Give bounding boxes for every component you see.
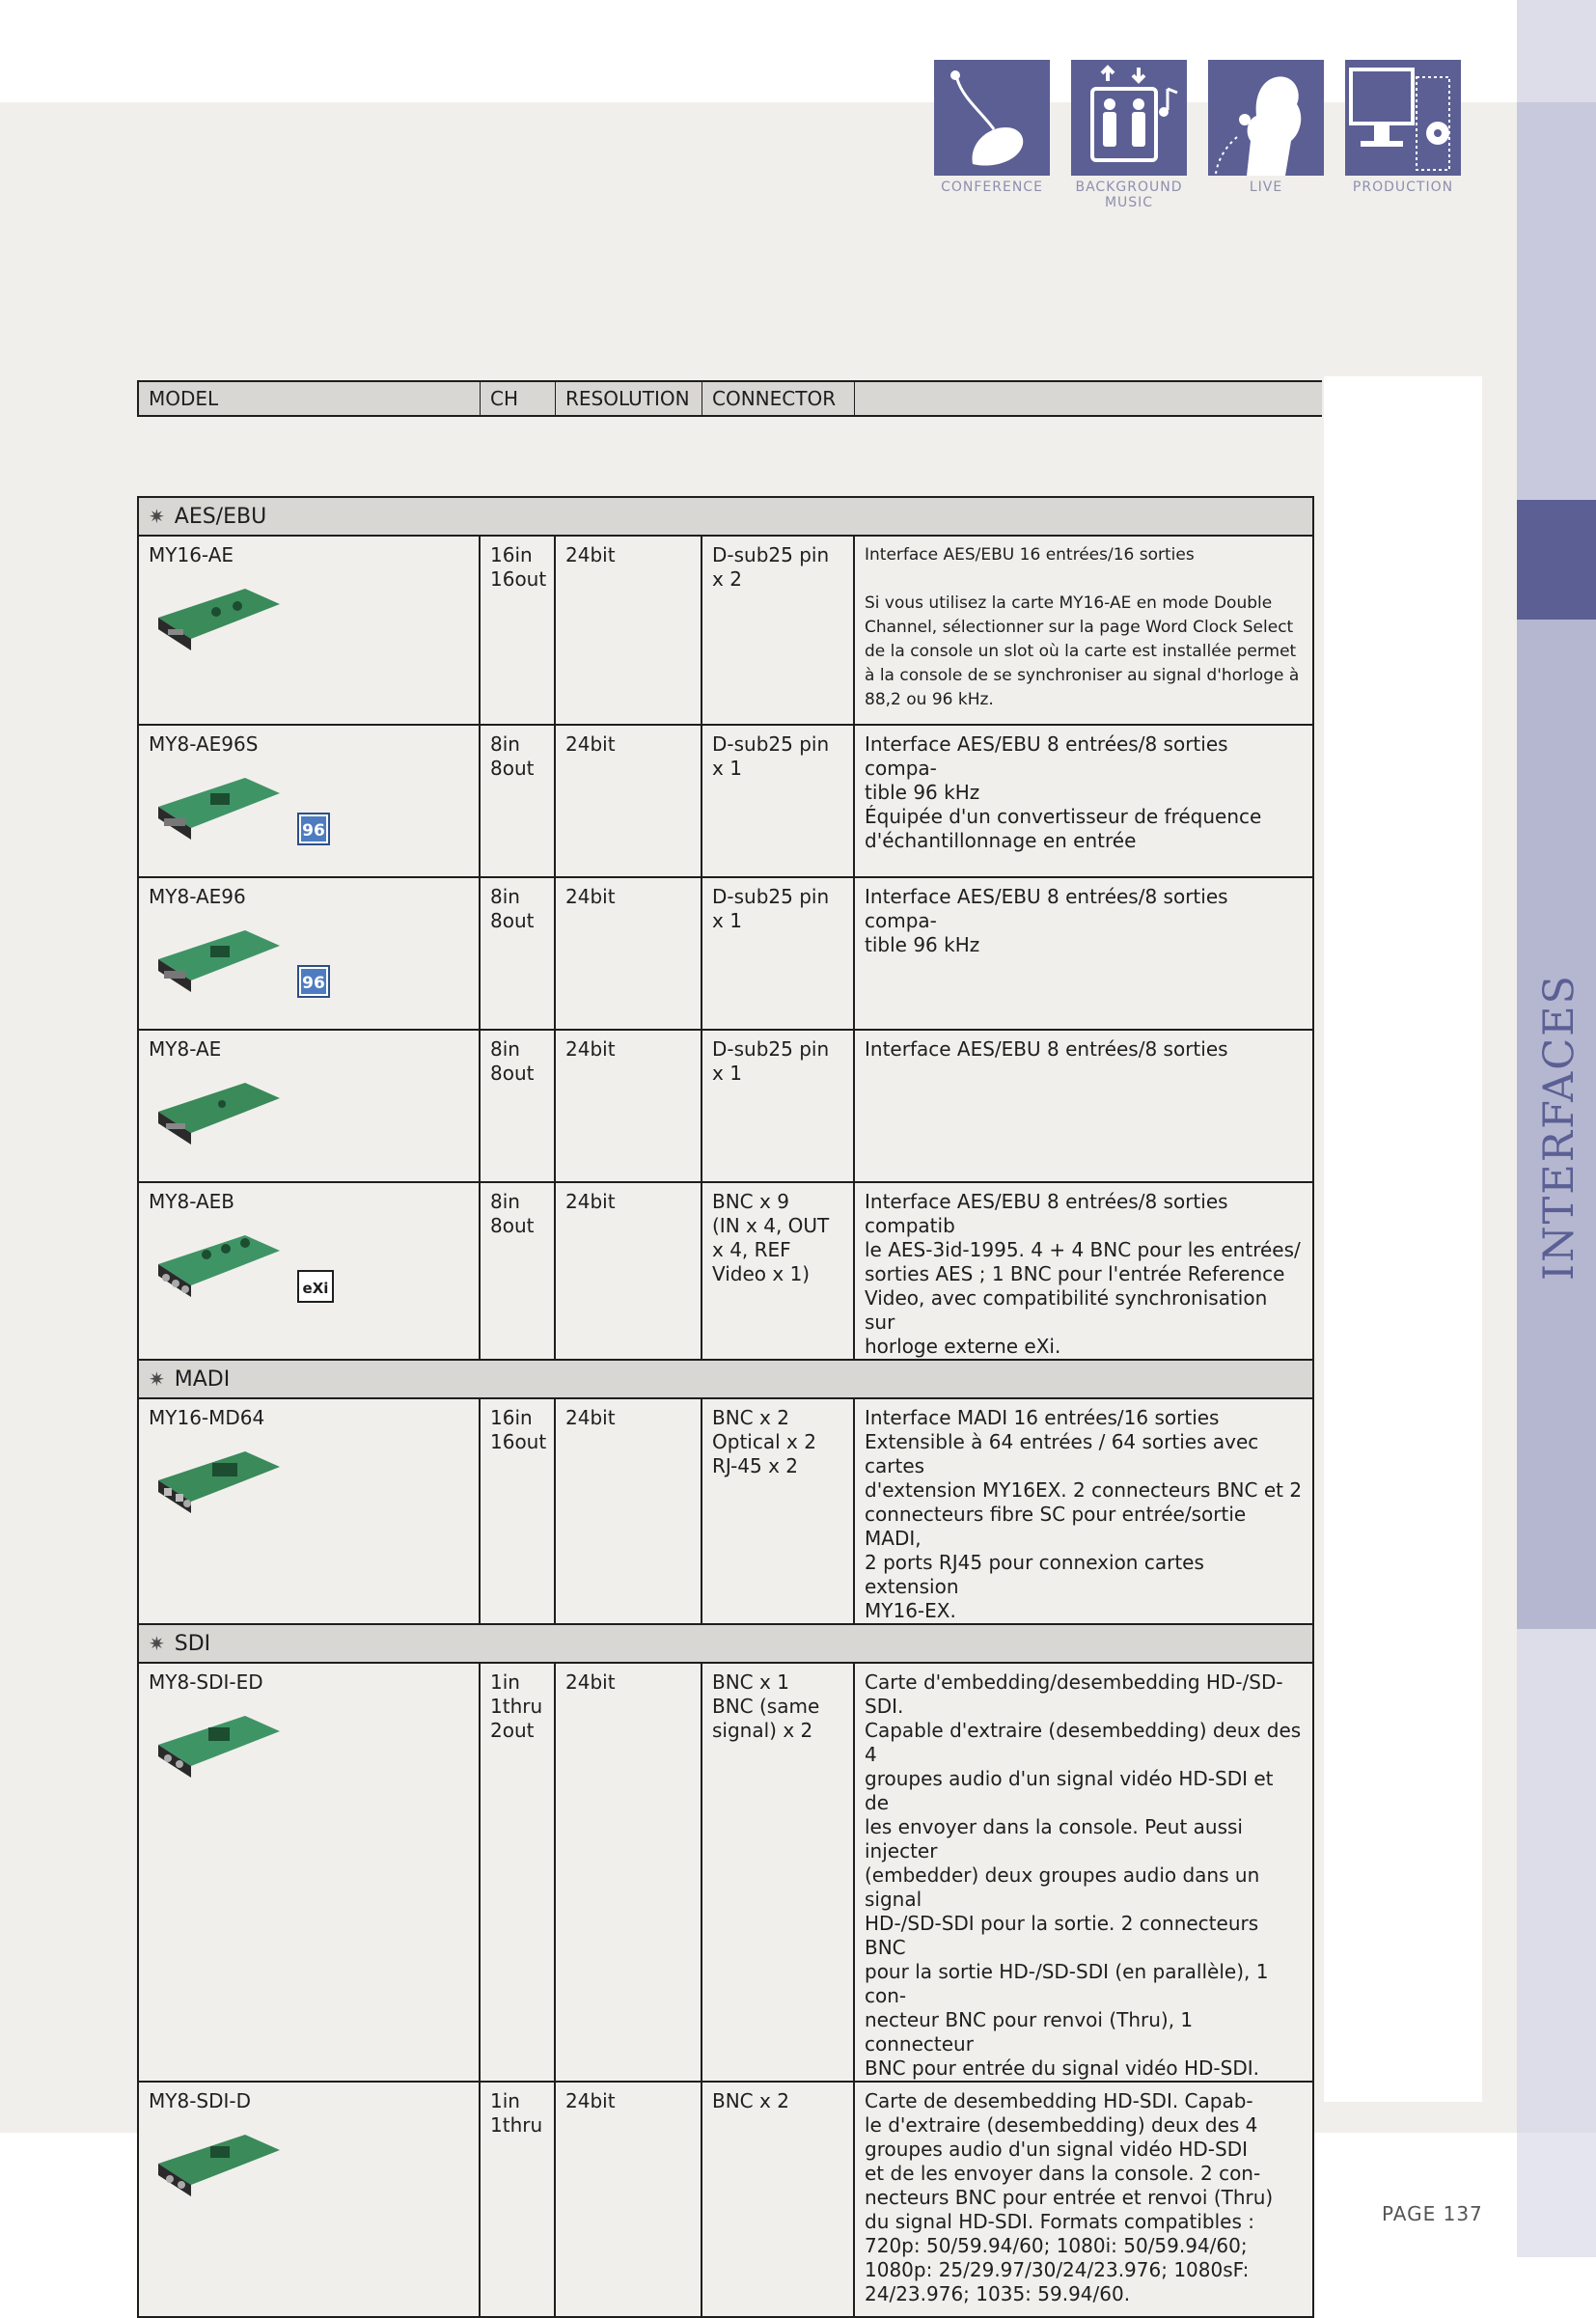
model-cell: MY8-SDI-D (138, 2082, 480, 2317)
header-connector: CONNECTOR (702, 382, 855, 415)
category-production: PRODUCTION (1345, 60, 1461, 195)
ch-cell: 8in 8out (480, 725, 555, 877)
connector-cell: D-sub25 pin x 1 (702, 877, 854, 1030)
header-model: MODEL (139, 382, 481, 415)
96khz-badge-icon (297, 965, 330, 998)
category-background-music: BACKGROUND MUSIC (1071, 60, 1187, 210)
interface-card-image (149, 1706, 284, 1783)
model-cell: MY8-AE (138, 1030, 480, 1182)
table-row (138, 877, 1313, 1030)
description-cell: Interface AES/EBU 8 entrées/8 sorties compa- tible 96 kHz Équipée d'un convertisseur de fréquence d'échantillonnage en entrée (854, 725, 1313, 877)
resolution-cell: 24bit (555, 877, 702, 1030)
ch-cell: 16in 16out (480, 1398, 555, 1624)
interface-card-image (149, 921, 284, 998)
interface-card-image (149, 1226, 284, 1303)
section-header-sdi: ✷ SDI (138, 1624, 1313, 1663)
resolution-cell: 24bit (555, 1663, 702, 2082)
sidebar-segment (1517, 102, 1596, 500)
interface-card-image (149, 579, 284, 656)
resolution-cell: 24bit (555, 2082, 702, 2317)
section-side-label: INTERFACES (1535, 974, 1583, 1281)
interface-card-image (149, 768, 284, 845)
table-row (138, 1030, 1313, 1182)
spec-table (137, 496, 1314, 2318)
resolution-cell: 24bit (555, 1398, 702, 1624)
exi-badge-icon (297, 1270, 334, 1303)
resolution-cell: 24bit (555, 1182, 702, 1360)
model-cell: MY8-AEB eXi (138, 1182, 480, 1360)
description-cell: Interface MADI 16 entrées/16 sorties Extensible à 64 entrées / 64 sorties avec cartes d'extension MY16EX. 2 connecteurs BNC et 2 connecteurs fibre SC pour entrée/sortie MADI, 2 ports RJ45 pour connexion cartes extension MY16-EX. (854, 1398, 1313, 1624)
connector-cell: BNC x 9 (IN x 4, OUT x 4, REF Video x 1) (702, 1182, 854, 1360)
ch-cell: 8in 8out (480, 877, 555, 1030)
svg-text:96: 96 (302, 974, 325, 993)
section-header-aes-ebu: ✷ AES/EBU (138, 497, 1313, 536)
interface-card-image (149, 1442, 284, 1519)
ch-cell: 8in 8out (480, 1182, 555, 1360)
category-conference: CONFERENCE (934, 60, 1050, 195)
sidebar-segment (1517, 2133, 1596, 2257)
model-cell: MY8-AE96S 96 (138, 725, 480, 877)
connector-cell: D-sub25 pin x 1 (702, 1030, 854, 1182)
category-live: LIVE (1208, 60, 1324, 195)
microphone-icon (934, 60, 1050, 176)
description-cell: Carte d'embedding/desembedding HD-/SD-SDI. Capable d'extraire (desembedding) deux des 4 groupes audio d'un signal vidéo HD-SDI et de les envoyer dans la console. Peut aussi injecter (embedder) deux groupes audio dans un signal HD-/SD-SDI pour la sortie. 2 connecteurs BNC pour la sortie HD-/SD-SDI (en parallèle), 1 con- necteur BNC pour renvoi (Thru), 1 connecteur BNC pour entrée du signal vidéo HD-SDI. (854, 1663, 1313, 2082)
connector-cell: D-sub25 pin x 1 (702, 725, 854, 877)
model-cell: MY8-AE96 96 (138, 877, 480, 1030)
model-cell: MY8-SDI-ED (138, 1663, 480, 2082)
ch-cell: 1in 1thru (480, 2082, 555, 2317)
connector-cell: BNC x 1 BNC (same signal) x 2 (702, 1663, 854, 2082)
asterisk-icon: ✷ (149, 1631, 165, 1655)
page-number: PAGE 137 (1382, 2202, 1483, 2225)
model-cell: MY16-MD64 (138, 1398, 480, 1624)
description-cell: Interface AES/EBU 16 entrées/16 sorties Si vous utilisez la carte MY16-AE en mode Double Channel, sélectionner sur la page Word Clock Select de la console un slot où la carte est installée permet à la console de se synchroniser au signal d'horloge à 88,2 ou 96 kHz. (854, 536, 1313, 725)
table-row (138, 725, 1313, 877)
table-row (138, 1663, 1313, 2082)
table-row (138, 2082, 1313, 2317)
asterisk-icon: ✷ (149, 1366, 165, 1391)
section-header-madi: ✷ MADI (138, 1360, 1313, 1398)
studio-monitor-icon (1345, 60, 1461, 176)
model-cell: MY16-AE (138, 536, 480, 725)
resolution-cell: 24bit (555, 725, 702, 877)
resolution-cell: 24bit (555, 536, 702, 725)
ch-cell: 1in 1thru 2out (480, 1663, 555, 2082)
column-header-bar (137, 380, 1322, 417)
description-cell: Interface AES/EBU 8 entrées/8 sorties compa- tible 96 kHz (854, 877, 1313, 1030)
connector-cell: BNC x 2 Optical x 2 RJ-45 x 2 (702, 1398, 854, 1624)
header-resolution: RESOLUTION (556, 382, 702, 415)
description-cell: Interface AES/EBU 8 entrées/8 sorties (854, 1030, 1313, 1182)
elevator-icon (1071, 60, 1187, 176)
description-cell: Carte de desembedding HD-SDI. Capab- le d'extraire (desembedding) deux des 4 groupes audio d'un signal vidéo HD-SDI et de les envoyer dans la console. 2 con- necteurs BNC pour entrée et renvoi (Thru) du signal HD-SDI. Formats compatibles : 720p: 50/59.94/60; 1080i: 50/59.94/60; 1080p: 25/29.97/30/24/23.976; 1080sF: 24/23.976; 1035: 59.94/60. (854, 2082, 1313, 2317)
right-white-panel (1324, 376, 1482, 2102)
ch-cell: 16in 16out (480, 536, 555, 725)
sidebar-active-segment (1517, 500, 1596, 620)
table-row (138, 1398, 1313, 1624)
asterisk-icon: ✷ (149, 504, 165, 528)
interface-card-image (149, 2125, 284, 2202)
interface-card-image (149, 1073, 284, 1150)
table-row (138, 536, 1313, 725)
table-row (138, 1182, 1313, 1360)
singer-icon (1208, 60, 1324, 176)
svg-text:96: 96 (302, 821, 325, 841)
description-cell: Interface AES/EBU 8 entrées/8 sorties compatib le AES-3id-1995. 4 + 4 BNC pour les entrées/ sorties AES ; 1 BNC pour l'entrée Reference Video, avec compatibilité synchronisation sur horloge externe eXi. (854, 1182, 1313, 1360)
connector-cell: BNC x 2 (702, 2082, 854, 2317)
svg-text:eXi: eXi (302, 1280, 329, 1297)
resolution-cell: 24bit (555, 1030, 702, 1182)
ch-cell: 8in 8out (480, 1030, 555, 1182)
header-ch: CH (481, 382, 556, 415)
96khz-badge-icon (297, 813, 330, 845)
connector-cell: D-sub25 pin x 2 (702, 536, 854, 725)
